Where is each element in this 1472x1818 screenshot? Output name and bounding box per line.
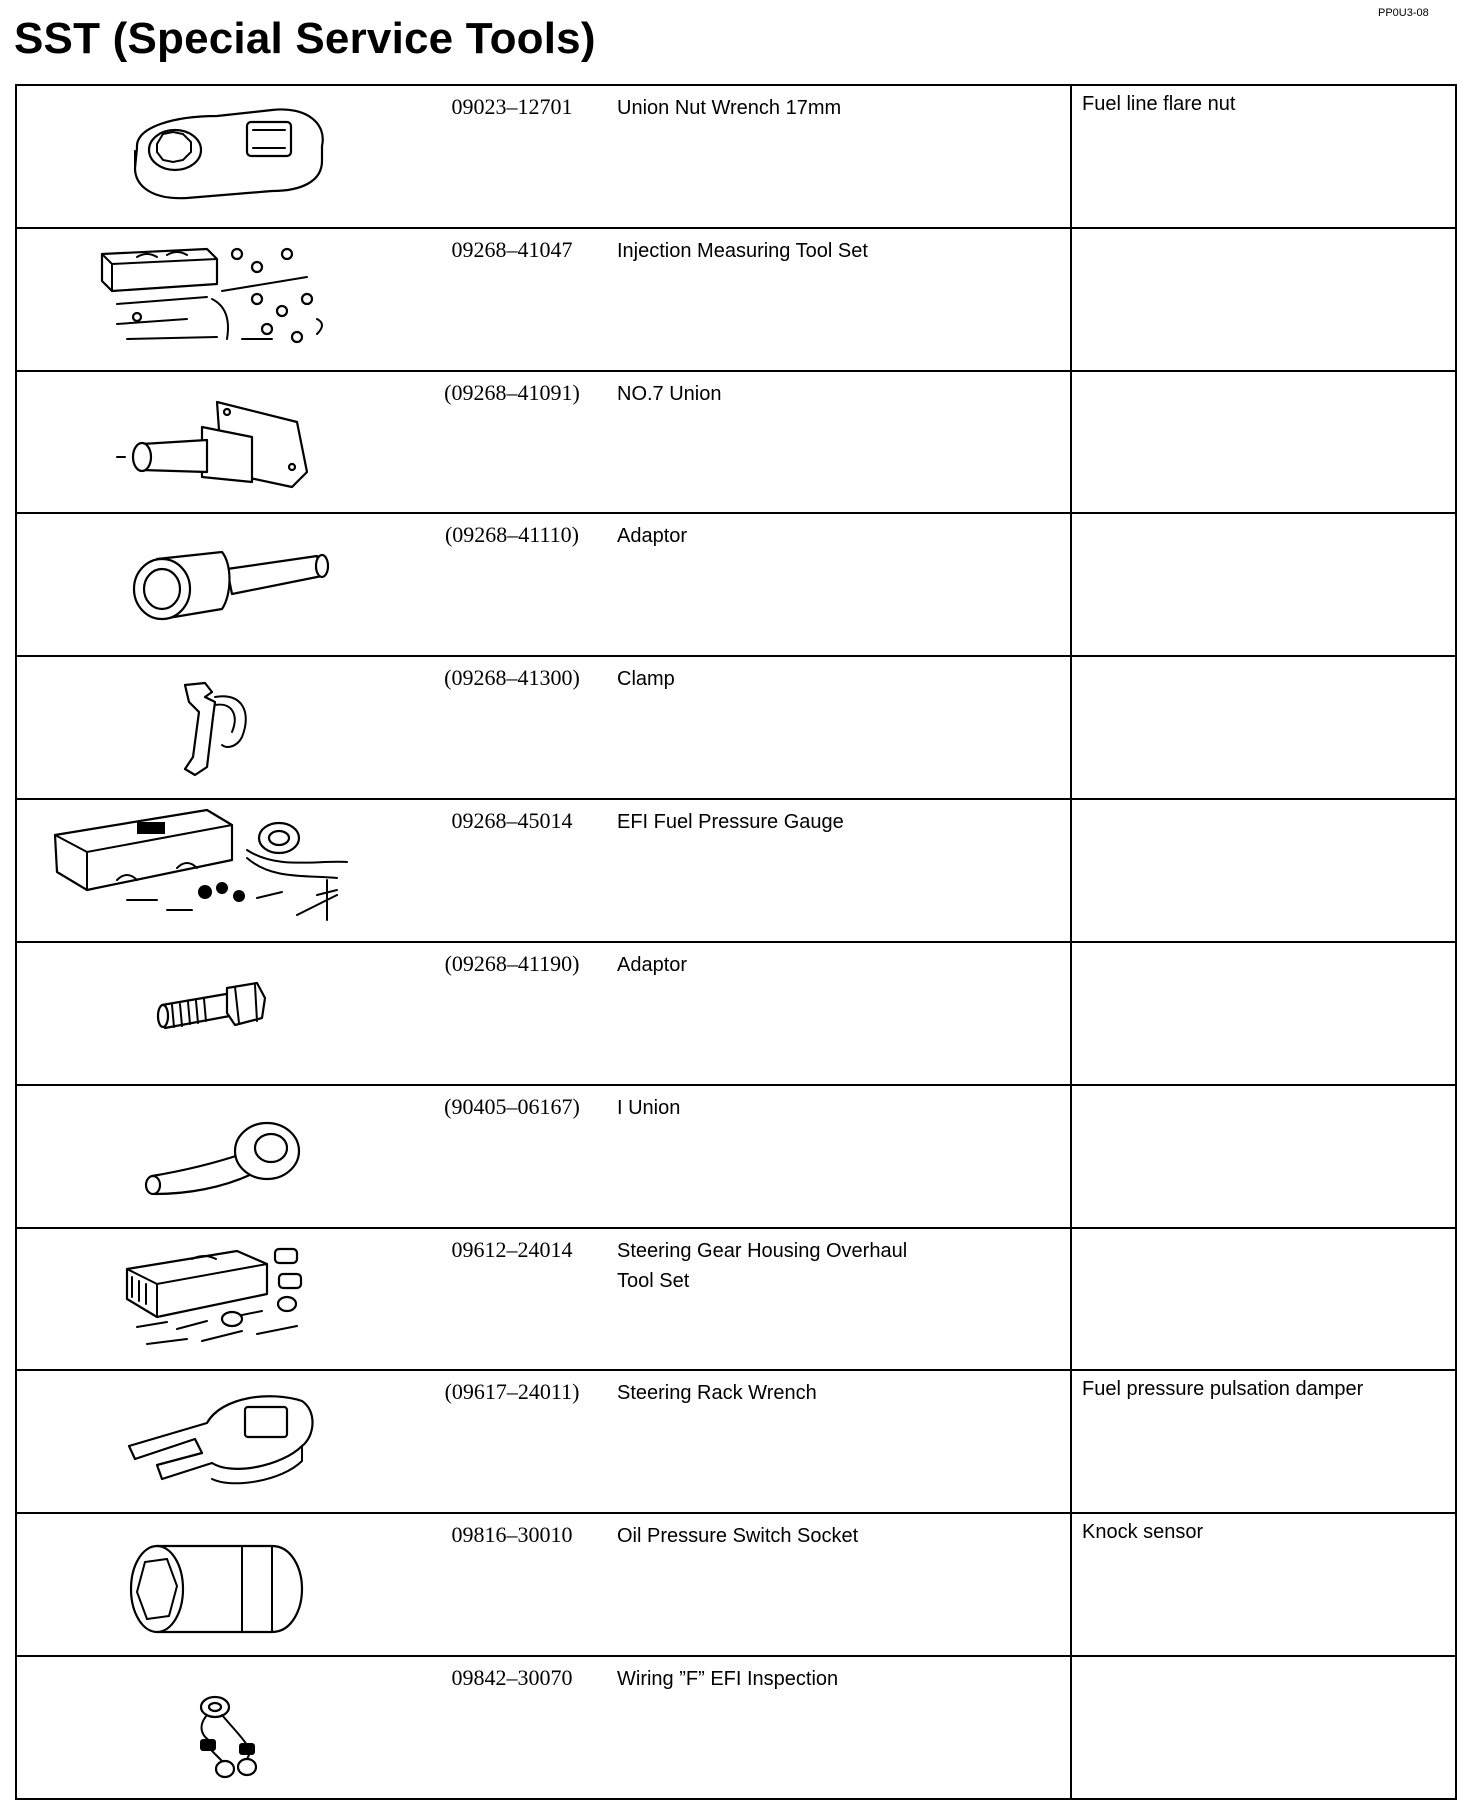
tool-name: NO.7 Union xyxy=(617,382,722,405)
part-number: (09268–41091) xyxy=(444,379,580,405)
tool-cell xyxy=(16,1513,1071,1656)
tool-note xyxy=(1072,514,1455,528)
tool-cell xyxy=(16,656,1071,799)
tool-name: Oil Pressure Switch Socket xyxy=(617,1525,859,1548)
tool-set-kit-icon xyxy=(17,229,437,369)
tool-note: Knock sensor xyxy=(1082,1521,1204,1544)
part-number: 09268–45014 xyxy=(451,808,573,834)
pressure-gauge-kit-icon xyxy=(17,800,437,940)
note-cell xyxy=(1071,371,1456,514)
tool-name-line1: Steering Gear Housing Overhaul xyxy=(617,1239,908,1262)
note-cell xyxy=(1071,1656,1456,1799)
tool-name: Union Nut Wrench 17mm xyxy=(617,97,842,119)
tool-name xyxy=(617,1236,1047,1296)
document-code: PP0U3-08 xyxy=(1378,7,1429,19)
tool-cell xyxy=(16,799,1071,942)
tool-cell xyxy=(16,942,1071,1085)
note-cell xyxy=(1071,228,1456,371)
table-row xyxy=(16,85,1456,228)
tool-note xyxy=(1072,800,1455,814)
table-row xyxy=(16,228,1456,371)
note-cell xyxy=(1071,1513,1456,1656)
tool-note xyxy=(1072,1657,1455,1671)
tool-note xyxy=(1072,1086,1455,1100)
table-row xyxy=(16,942,1456,1085)
table-row xyxy=(16,1085,1456,1228)
overhaul-tool-set-icon xyxy=(17,1229,437,1369)
part-number: (09617–24011) xyxy=(444,1379,580,1405)
tool-cell xyxy=(16,1656,1071,1799)
tool-cell xyxy=(16,1228,1071,1371)
page-title: SST (Special Service Tools) xyxy=(14,14,596,63)
part-number: 09842–30070 xyxy=(451,1665,573,1691)
tool-cell xyxy=(16,1370,1071,1513)
table-row xyxy=(16,1370,1456,1513)
table-row xyxy=(16,799,1456,942)
note-cell xyxy=(1071,1228,1456,1371)
tool-cell xyxy=(16,228,1071,371)
part-number: (09268–41190) xyxy=(444,950,580,976)
part-number: (90405–06167) xyxy=(444,1093,580,1119)
note-cell xyxy=(1071,656,1456,799)
note-cell xyxy=(1071,85,1456,228)
tool-name: I Union xyxy=(617,1096,681,1119)
note-cell xyxy=(1071,1370,1456,1513)
tool-cell xyxy=(16,85,1071,228)
part-number: 09816–30010 xyxy=(451,1522,573,1548)
table-row xyxy=(16,656,1456,799)
table-row xyxy=(16,371,1456,514)
clamp-icon xyxy=(17,657,437,797)
tool-note: Fuel line flare nut xyxy=(1082,93,1236,115)
tool-note xyxy=(1072,372,1455,386)
table-row xyxy=(16,1656,1456,1799)
bolt-adaptor-icon xyxy=(17,943,437,1083)
tool-note: Fuel pressure pulsation damper xyxy=(1082,1378,1364,1401)
tool-name: Adaptor xyxy=(617,953,688,976)
table-row xyxy=(16,513,1456,656)
table-row xyxy=(16,1228,1456,1371)
tool-cell xyxy=(16,1085,1071,1228)
part-number: 09268–41047 xyxy=(451,236,573,262)
socket-icon xyxy=(17,1514,437,1654)
tool-name: Steering Rack Wrench xyxy=(617,1382,817,1405)
part-number: 09023–12701 xyxy=(451,94,573,119)
union-fitting-icon xyxy=(17,372,437,512)
tool-name: Injection Measuring Tool Set xyxy=(617,239,868,262)
note-cell xyxy=(1071,799,1456,942)
adaptor-icon xyxy=(17,514,437,654)
tool-cell xyxy=(16,513,1071,656)
tool-name: EFI Fuel Pressure Gauge xyxy=(617,811,844,834)
rack-wrench-icon xyxy=(17,1371,437,1511)
tool-name: Clamp xyxy=(617,668,675,691)
union-nut-wrench-icon xyxy=(17,86,437,226)
part-number: (09268–41110) xyxy=(444,522,580,548)
tool-name: Wiring ”F” EFI Inspection xyxy=(617,1668,839,1691)
part-number: 09612–24014 xyxy=(451,1236,573,1262)
tool-note xyxy=(1072,1229,1455,1243)
wiring-harness-icon xyxy=(17,1657,437,1797)
sst-table xyxy=(15,84,1457,1800)
tool-name-line2: Tool Set xyxy=(617,1269,690,1292)
table-row xyxy=(16,1513,1456,1656)
note-cell xyxy=(1071,942,1456,1085)
i-union-icon xyxy=(17,1086,437,1226)
note-cell xyxy=(1071,513,1456,656)
tool-note xyxy=(1072,943,1455,957)
tool-cell xyxy=(16,371,1071,514)
tool-note xyxy=(1072,657,1455,671)
part-number: (09268–41300) xyxy=(444,665,580,691)
tool-name: Adaptor xyxy=(617,525,688,548)
tool-note xyxy=(1072,229,1455,243)
note-cell xyxy=(1071,1085,1456,1228)
